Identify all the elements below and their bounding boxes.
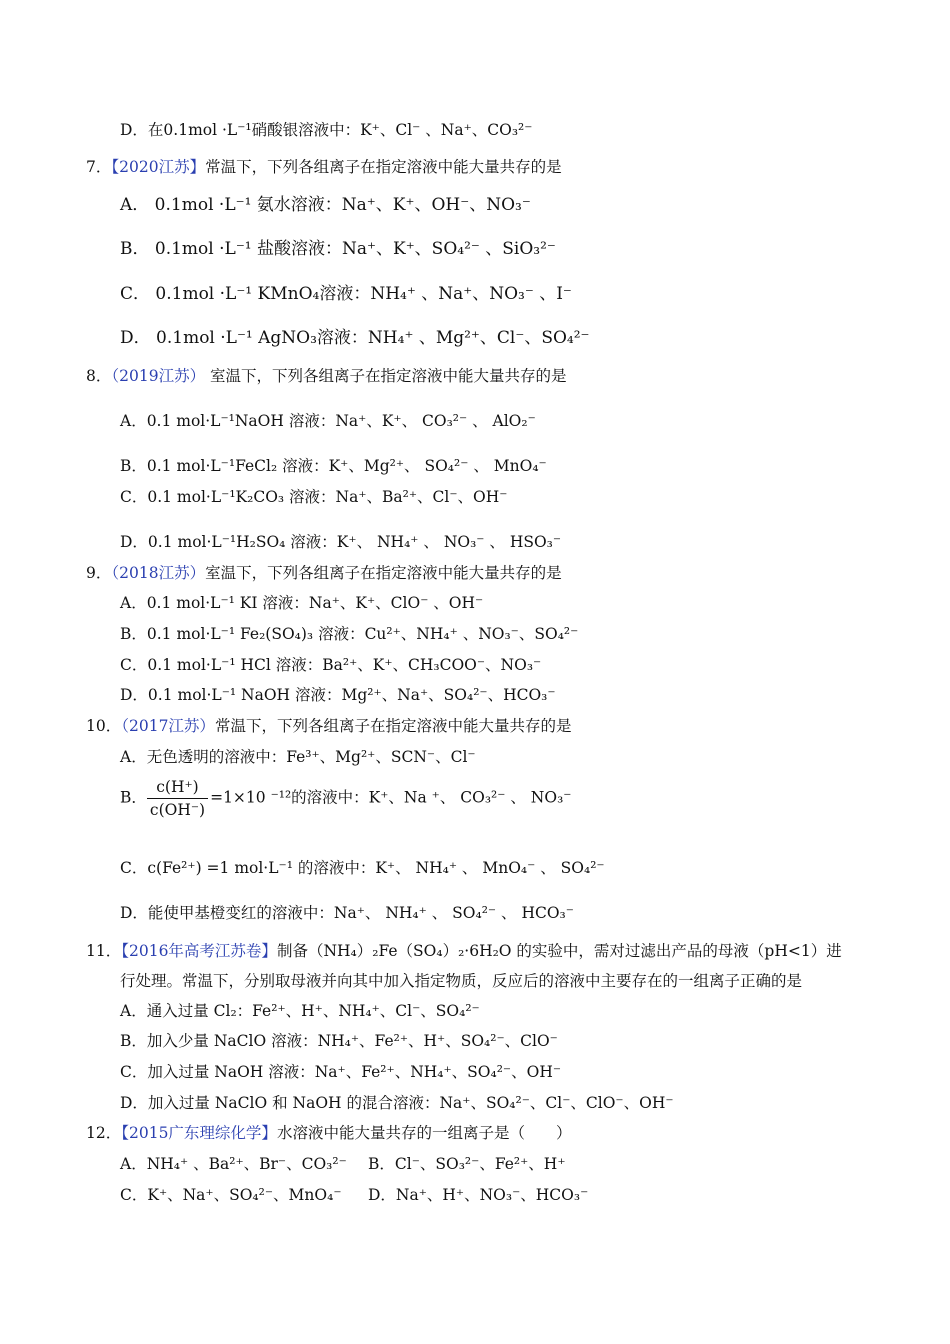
question-7: [86, 157, 562, 177]
question-stem: 水溶液中能大量共存的一组离子是（ ）: [276, 1124, 572, 1142]
q9-option-a: A．0.1 mol·L⁻¹ KI 溶液：Na⁺、K⁺、ClO⁻ 、OH⁻: [120, 594, 484, 612]
q10-option-b: [120, 778, 571, 819]
q11-option-b: B．加入少量 NaClO 溶液：NH₄⁺、Fe²⁺、H⁺、SO₄²⁻、ClO⁻: [120, 1032, 558, 1050]
question-source: 【2016年高考江苏卷】: [121, 942, 277, 960]
q11-option-c: C．加入过量 NaOH 溶液：Na⁺、Fe²⁺、NH₄⁺、SO₄²⁻、OH⁻: [120, 1063, 562, 1081]
question-stem: 常温下，下列各组离子在指定溶液中能大量共存的是: [214, 717, 572, 735]
q12-option-d: D．Na⁺、H⁺、NO₃⁻、HCO₃⁻: [368, 1186, 589, 1204]
q12-option-a: A．NH₄⁺ 、Ba²⁺、Br⁻、CO₃²⁻: [120, 1155, 347, 1173]
q10-option-c: C．c(Fe²⁺) =1 mol·L⁻¹ 的溶液中：K⁺、 NH₄⁺ 、 MnO₄⁻ 、 SO₄²⁻: [120, 859, 605, 877]
q8-option-d: D．0.1 mol·L⁻¹H₂SO₄ 溶液：K⁺、 NH₄⁺ 、 NO₃⁻ 、 HSO₃⁻: [120, 533, 562, 551]
fraction-numerator: c(H⁺): [147, 778, 208, 799]
q11-option-a: A．通入过量 Cl₂：Fe²⁺、H⁺、NH₄⁺、Cl⁻、SO₄²⁻: [120, 1002, 480, 1020]
question-stem: 室温下，下列各组离子在指定溶液中能大量共存的是: [205, 564, 562, 582]
question-stem: 常温下，下列各组离子在指定溶液中能大量共存的是: [205, 158, 562, 176]
q7-option-b: B． 0.1mol ·L⁻¹ 盐酸溶液：Na⁺、K⁺、SO₄²⁻ 、SiO₃²⁻: [120, 239, 556, 259]
question-8: [86, 366, 567, 386]
question-11: [86, 941, 842, 961]
fraction-denominator: c(OH⁻): [149, 801, 206, 819]
question-number: 12．: [86, 1124, 122, 1142]
question-number: 8．: [86, 367, 112, 385]
question-source: （2017江苏）: [121, 717, 215, 735]
q12-option-c: C．K⁺、Na⁺、SO₄²⁻、MnO₄⁻: [120, 1186, 342, 1204]
q9-option-c: C．0.1 mol·L⁻¹ HCl 溶液：Ba²⁺、K⁺、CH₃COO⁻、NO₃⁻: [120, 656, 542, 674]
question-source: （2018江苏）: [111, 564, 206, 582]
question-10: [86, 716, 571, 736]
concentration-fraction: [147, 778, 208, 819]
q9-option-b: B．0.1 mol·L⁻¹ Fe₂(SO₄)₃ 溶液：Cu²⁺、NH₄⁺ 、NO₃⁻、SO₄²⁻: [120, 625, 579, 643]
option-text: =1×10 ⁻¹²的溶液中：K⁺、Na ⁺、 CO₃²⁻ 、 NO₃⁻: [210, 788, 572, 807]
question-number: 10．: [86, 717, 122, 735]
question-stem: 室温下，下列各组离子在指定溶液中能大量共存的是: [205, 367, 567, 385]
question-number: 7．: [86, 158, 112, 176]
q8-option-b: B．0.1 mol·L⁻¹FeCl₂ 溶液：K⁺、Mg²⁺、 SO₄²⁻ 、 MnO₄⁻: [120, 457, 547, 475]
option-label: B．: [120, 788, 147, 807]
question-source: （2019江苏）: [111, 367, 206, 385]
question-9: [86, 563, 562, 583]
question-source: 【2020江苏】: [111, 158, 206, 176]
question-number: 9．: [86, 564, 112, 582]
q7-option-d: D． 0.1mol ·L⁻¹ AgNO₃溶液：NH₄⁺ 、Mg²⁺、Cl⁻、SO₄²⁻: [120, 328, 590, 348]
q12-option-b: B．Cl⁻、SO₃²⁻、Fe²⁺、H⁺: [368, 1155, 566, 1173]
q7-option-c: C． 0.1mol ·L⁻¹ KMnO₄溶液：NH₄⁺ 、Na⁺、NO₃⁻ 、I⁻: [120, 284, 572, 304]
q10-option-a: A．无色透明的溶液中：Fe³⁺、Mg²⁺、SCN⁻、Cl⁻: [120, 748, 476, 766]
q9-option-d: D．0.1 mol·L⁻¹ NaOH 溶液：Mg²⁺、Na⁺、SO₄²⁻、HCO₃⁻: [120, 686, 556, 704]
prev-option-d: D．在0.1mol ·L⁻¹硝酸银溶液中：K⁺、Cl⁻ 、Na⁺、CO₃²⁻: [120, 121, 533, 139]
question-stem-line1: 制备（NH₄）₂Fe（SO₄）₂·6H₂O 的实验中，需对过滤出产品的母液（pH<1）进: [276, 942, 842, 960]
q10-option-d: D．能使甲基橙变红的溶液中：Na⁺、 NH₄⁺ 、 SO₄²⁻ 、 HCO₃⁻: [120, 904, 574, 922]
q8-option-a: A．0.1 mol·L⁻¹NaOH 溶液：Na⁺、K⁺、 CO₃²⁻ 、 AlO₂⁻: [120, 412, 536, 430]
q7-option-a: A． 0.1mol ·L⁻¹ 氨水溶液：Na⁺、K⁺、OH⁻、NO₃⁻: [120, 195, 531, 215]
question-11-stem-line2: 行处理。常温下，分别取母液并向其中加入指定物质，反应后的溶液中主要存在的一组离子正确的是: [120, 972, 803, 990]
question-12: [86, 1123, 571, 1143]
question-source: 【2015广东理综化学】: [121, 1124, 277, 1142]
q8-option-c: C．0.1 mol·L⁻¹K₂CO₃ 溶液：Na⁺、Ba²⁺、Cl⁻、OH⁻: [120, 488, 508, 506]
question-number: 11．: [86, 942, 122, 960]
q11-option-d: D．加入过量 NaClO 和 NaOH 的混合溶液：Na⁺、SO₄²⁻、Cl⁻、ClO⁻、OH⁻: [120, 1094, 674, 1112]
